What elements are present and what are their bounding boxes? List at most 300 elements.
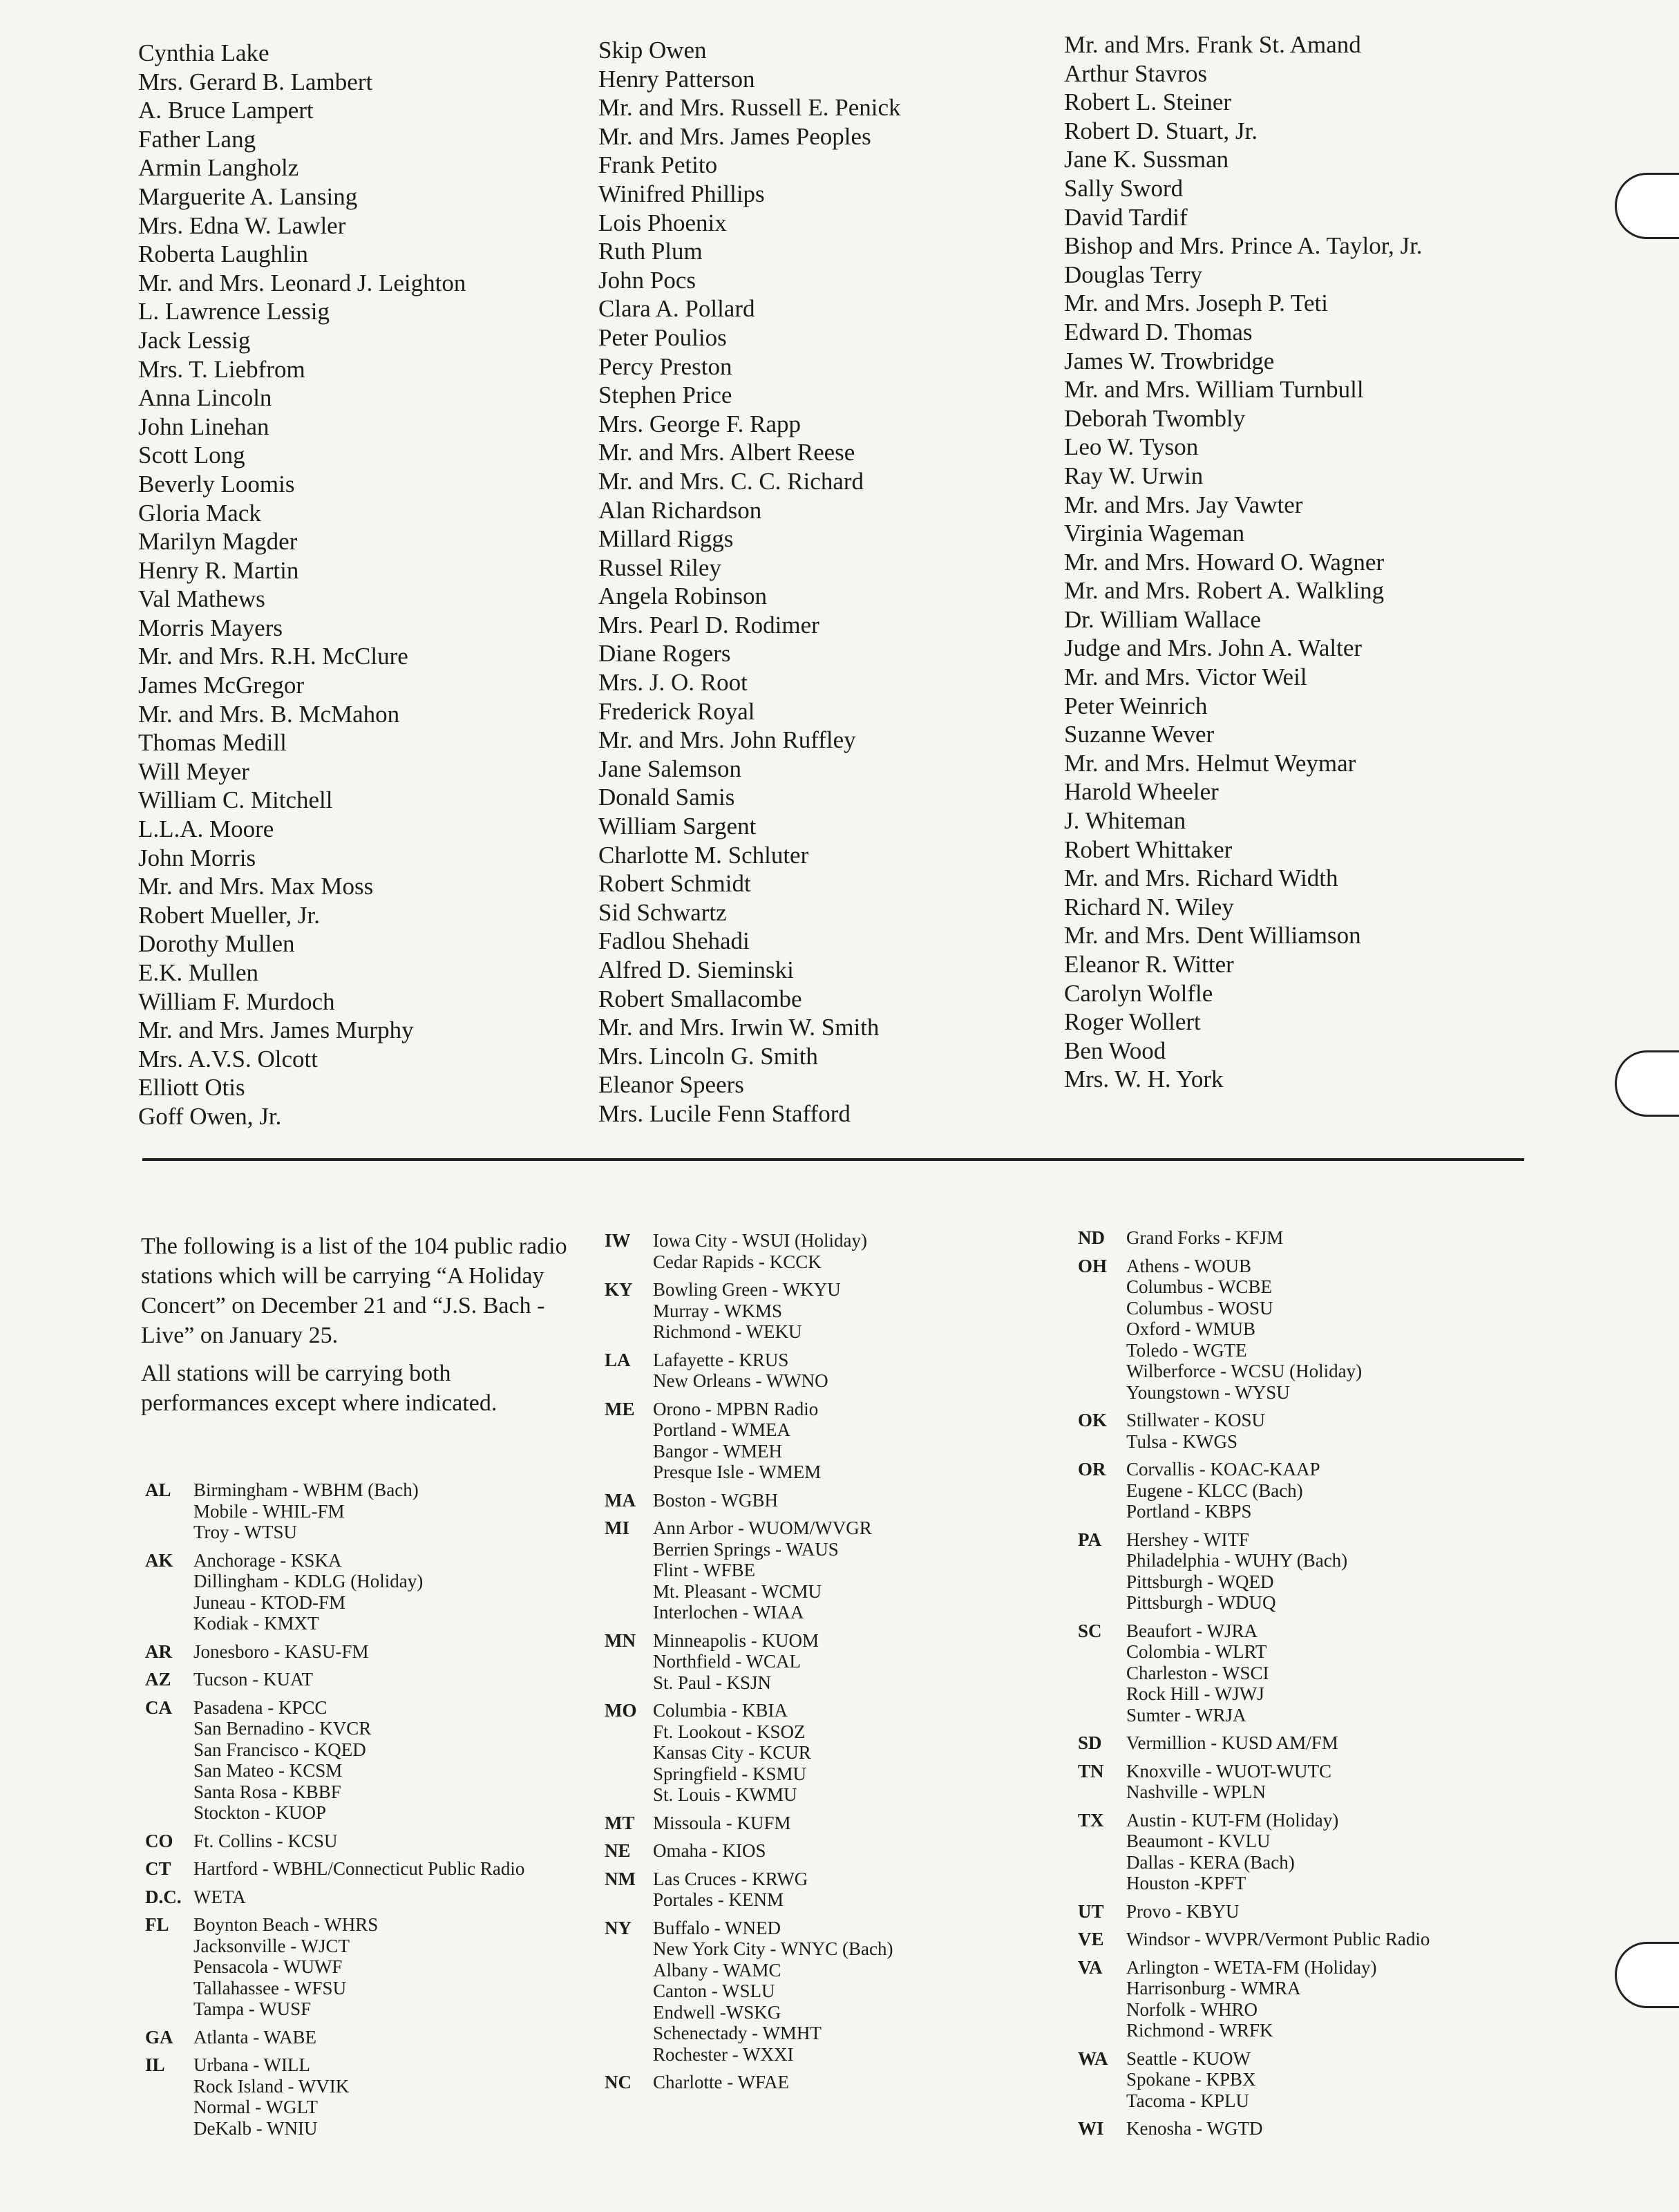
donor-name: Clara A. Pollard	[598, 295, 755, 323]
donor-name: Alfred D. Sieminski	[598, 956, 794, 983]
donor-name: Peter Weinrich	[1064, 692, 1208, 719]
station-entry: Toledo - WGTE	[1126, 1339, 1247, 1361]
station-entry: Tucson - KUAT	[193, 1669, 314, 1690]
state-station-group	[1078, 1901, 1575, 1922]
state-station-group	[605, 1518, 1102, 1623]
state-code: OK	[1078, 1410, 1108, 1430]
station-entry: San Mateo - KCSM	[193, 1760, 343, 1781]
donor-name: William Sargent	[598, 813, 757, 840]
station-entry: Knoxville - WUOT-WUTC	[1126, 1760, 1331, 1781]
station-entry: Tallahassee - WFSU	[193, 1977, 347, 1998]
state-station-group	[1078, 2118, 1575, 2139]
donor-name: Mr. and Mrs. James Murphy	[138, 1017, 414, 1044]
donor-name: John Linehan	[138, 413, 269, 440]
station-entry: Hartford - WBHL/Connecticut Public Radio	[193, 1858, 525, 1879]
donor-name: L.L.A. Moore	[138, 815, 274, 843]
donor-name: Cynthia Lake	[138, 39, 269, 66]
station-entry: Orono - MPBN Radio	[653, 1398, 819, 1419]
donor-name: Val Mathews	[138, 585, 265, 613]
donor-name: Frederick Royal	[598, 697, 755, 725]
state-code: SD	[1078, 1732, 1102, 1753]
station-entry: Tulsa - KWGS	[1126, 1430, 1238, 1452]
donor-name: Mr. and Mrs. James Peoples	[598, 122, 871, 150]
station-entry: Flint - WFBE	[653, 1560, 756, 1580]
station-entry: Cedar Rapids - KCCK	[653, 1251, 822, 1272]
donor-name: Gloria Mack	[138, 499, 261, 527]
donor-name: Ray W. Urwin	[1064, 462, 1204, 489]
donor-name: Jane Salemson	[598, 755, 742, 782]
donor-name: Mr. and Mrs. William Turnbull	[1064, 376, 1364, 404]
station-entry: Endwell -WSKG	[653, 2001, 781, 2023]
station-entry: DeKalb - WNIU	[193, 2117, 318, 2139]
station-entry: Jacksonville - WJCT	[193, 1935, 350, 1956]
donor-name: Eleanor Speers	[598, 1071, 744, 1099]
binder-hole	[1615, 1050, 1679, 1117]
donor-name: Leo W. Tyson	[1064, 433, 1199, 461]
station-entry: Springfield - KSMU	[653, 1763, 806, 1784]
donor-name: Frank Petito	[598, 151, 718, 179]
section-divider	[142, 1158, 1524, 1161]
station-entry: Rochester - WXXI	[653, 2043, 794, 2065]
donor-name: Mr. and Mrs. Victor Weil	[1064, 663, 1307, 691]
state-station-group	[605, 1279, 1102, 1343]
donor-name: Millard Riggs	[598, 525, 734, 553]
donor-name: Mrs. A.V.S. Olcott	[138, 1045, 318, 1072]
state-code: CT	[145, 1858, 171, 1879]
donor-name: Mrs. George F. Rapp	[598, 410, 801, 437]
state-code: AZ	[145, 1669, 171, 1690]
station-entry: Charlotte - WFAE	[653, 2072, 789, 2092]
state-station-group	[1078, 1761, 1575, 1803]
station-entry: Spokane - KPBX	[1126, 2069, 1256, 2090]
donor-name: Mr. and Mrs. C. C. Richard	[598, 467, 864, 495]
station-entry: Northfield - WCAL	[653, 1651, 801, 1672]
state-station-group	[145, 1480, 643, 1543]
station-entry: Kenosha - WGTD	[1126, 2118, 1263, 2139]
donor-name: Edward D. Thomas	[1064, 318, 1253, 346]
donor-name: Fadlou Shehadi	[598, 927, 750, 955]
state-code: FL	[145, 1914, 169, 1935]
station-column-1	[145, 1480, 643, 2146]
donor-name: Roger Wollert	[1064, 1008, 1201, 1036]
station-entry: Portales - KENM	[653, 1889, 784, 1910]
state-station-group	[605, 1869, 1102, 1911]
state-station-group	[145, 1641, 643, 1663]
donor-name: Richard N. Wiley	[1064, 893, 1234, 920]
donor-name: Mr. and Mrs. Howard O. Wagner	[1064, 548, 1385, 576]
station-entry: Missoula - KUFM	[653, 1812, 791, 1833]
donor-name: Mr. and Mrs. Joseph P. Teti	[1064, 290, 1328, 317]
state-station-group	[605, 1700, 1102, 1806]
donor-name: Thomas Medill	[138, 729, 287, 757]
station-column-3	[1078, 1227, 1575, 2146]
station-entry: Lafayette - KRUS	[653, 1349, 789, 1370]
state-code: LA	[605, 1349, 631, 1370]
state-station-group	[145, 1669, 643, 1690]
station-entry: Vermillion - KUSD AM/FM	[1126, 1732, 1338, 1753]
donor-name: Alan Richardson	[598, 496, 762, 524]
station-entry: Charleston - WSCI	[1126, 1662, 1269, 1683]
donor-name: Robert Mueller, Jr.	[138, 901, 320, 929]
donor-name: Ruth Plum	[598, 238, 703, 265]
station-entry: Boston - WGBH	[653, 1489, 779, 1511]
donor-name: Mr. and Mrs. Leonard J. Leighton	[138, 269, 466, 296]
state-station-group	[1078, 1929, 1575, 1950]
donor-name: Skip Owen	[598, 37, 707, 64]
station-entry: Austin - KUT-FM (Holiday)	[1126, 1809, 1339, 1831]
state-code: KY	[605, 1279, 633, 1300]
binder-hole	[1615, 173, 1679, 239]
donor-column-1	[138, 39, 466, 1131]
station-entry: Tacoma - KPLU	[1126, 2090, 1250, 2111]
state-code: SC	[1078, 1620, 1102, 1641]
donor-name: Mr. and Mrs. B. McMahon	[138, 700, 400, 728]
state-code: MI	[605, 1518, 629, 1538]
donor-name: Mr. and Mrs. R.H. McClure	[138, 643, 408, 670]
station-entry: Tampa - WUSF	[193, 1998, 312, 2019]
station-entry: Kansas City - KCUR	[653, 1742, 811, 1763]
station-entry: San Francisco - KQED	[193, 1739, 366, 1760]
station-entry: Omaha - KIOS	[653, 1840, 766, 1861]
donor-name: William C. Mitchell	[138, 786, 333, 814]
station-entry: St. Louis - KWMU	[653, 1784, 797, 1805]
station-entry: Minneapolis - KUOM	[653, 1629, 819, 1651]
donor-name: L. Lawrence Lessig	[138, 298, 330, 325]
donor-name: James W. Trowbridge	[1064, 347, 1275, 375]
donor-name: Mr. and Mrs. Frank St. Amand	[1064, 31, 1361, 58]
station-entry: Albany - WAMC	[653, 1959, 781, 1981]
state-station-group	[605, 1399, 1102, 1483]
station-entry: Mt. Pleasant - WCMU	[653, 1580, 822, 1602]
station-entry: Schenectady - WMHT	[653, 2023, 822, 2043]
donor-name: Arthur Stavros	[1064, 59, 1208, 87]
donor-name: Marilyn Magder	[138, 528, 298, 556]
donor-name: Beverly Loomis	[138, 470, 295, 498]
donor-name: Scott Long	[138, 442, 245, 469]
donor-name: Mr. and Mrs. Irwin W. Smith	[598, 1014, 880, 1041]
donor-name: Mr. and Mrs. Jay Vawter	[1064, 491, 1303, 518]
station-entry: Ann Arbor - WUOM/WVGR	[653, 1518, 872, 1538]
station-entry: Mobile - WHIL-FM	[193, 1500, 345, 1522]
state-code: AL	[145, 1480, 171, 1500]
state-code: CO	[145, 1830, 173, 1851]
donor-name: Bishop and Mrs. Prince A. Taylor, Jr.	[1064, 232, 1423, 260]
state-station-group	[1078, 1459, 1575, 1522]
station-entry: Stockton - KUOP	[193, 1802, 327, 1823]
donor-name: Carolyn Wolfle	[1064, 979, 1213, 1007]
station-entry: Youngstown - WYSU	[1126, 1381, 1290, 1403]
state-station-group	[145, 2054, 643, 2139]
state-station-group	[605, 1813, 1102, 1834]
donor-name: Mrs. W. H. York	[1064, 1066, 1224, 1093]
state-station-group	[605, 1840, 1102, 1862]
state-station-group	[1078, 2048, 1575, 2112]
state-station-group	[145, 1831, 643, 1852]
station-entry: Pittsburgh - WDUQ	[1126, 1592, 1276, 1613]
donor-name: Winifred Phillips	[598, 180, 765, 207]
donor-name: Henry R. Martin	[138, 556, 299, 584]
binder-hole	[1615, 1942, 1679, 2008]
donor-name: William F. Murdoch	[138, 987, 335, 1015]
donor-name: Mrs. J. O. Root	[598, 669, 748, 697]
state-code: WA	[1078, 2048, 1108, 2069]
station-entry: Eugene - KLCC (Bach)	[1126, 1480, 1303, 1501]
station-entry: Presque Isle - WMEM	[653, 1462, 822, 1482]
station-column-2	[605, 1230, 1102, 2100]
station-entry: Las Cruces - KRWG	[653, 1868, 808, 1889]
state-code: UT	[1078, 1900, 1104, 1922]
station-entry: Anchorage - KSKA	[193, 1549, 342, 1571]
station-entry: Columbus - WOSU	[1126, 1297, 1273, 1318]
station-entry: Wilberforce - WCSU (Holiday)	[1126, 1361, 1363, 1381]
donor-name: Will Meyer	[138, 757, 249, 785]
donor-name: Russel Riley	[598, 554, 721, 581]
station-entry: Dallas - KERA (Bach)	[1126, 1851, 1295, 1873]
state-code: NC	[605, 2072, 632, 2092]
station-entry: Portland - KBPS	[1126, 1501, 1252, 1522]
state-code: VA	[1078, 1956, 1103, 1978]
station-entry: Dillingham - KDLG (Holiday)	[193, 1571, 424, 1591]
station-entry: Pittsburgh - WQED	[1126, 1571, 1274, 1592]
donor-name: Sid Schwartz	[598, 898, 727, 926]
station-entry: Santa Rosa - KBBF	[193, 1781, 341, 1802]
station-entry: Juneau - KTOD-FM	[193, 1591, 345, 1613]
station-entry: Rock Island - WVIK	[193, 2075, 350, 2097]
donor-name: Robert Whittaker	[1064, 835, 1233, 863]
donor-name: J. Whiteman	[1064, 807, 1186, 835]
state-station-group	[1078, 1227, 1575, 1249]
station-entry: Ft. Lookout - KSOZ	[653, 1721, 806, 1742]
donor-name: Douglas Terry	[1064, 261, 1203, 288]
donor-name: Ben Wood	[1064, 1037, 1166, 1064]
station-entry: Windsor - WVPR/Vermont Public Radio	[1126, 1929, 1430, 1949]
donor-name: Anna Lincoln	[138, 384, 272, 412]
intro-note: All stations will be carrying both performances except where indicated.	[141, 1361, 497, 1416]
station-entry: Arlington - WETA-FM (Holiday)	[1126, 1956, 1377, 1978]
state-station-group	[605, 1230, 1102, 1272]
station-entry: Jonesboro - KASU-FM	[193, 1641, 369, 1662]
state-code: TN	[1078, 1760, 1104, 1781]
donor-name: E.K. Mullen	[138, 959, 259, 986]
station-entry: Beaumont - KVLU	[1126, 1831, 1271, 1851]
station-entry: Beaufort - WJRA	[1126, 1620, 1258, 1641]
station-entry: Ft. Collins - KCSU	[193, 1830, 338, 1851]
state-code: MA	[605, 1489, 636, 1511]
donor-name: Virginia Wageman	[1064, 520, 1245, 547]
state-station-group	[605, 1490, 1102, 1511]
state-station-group	[605, 1350, 1102, 1392]
donor-name: Roberta Laughlin	[138, 240, 308, 268]
station-entry: Colombia - WLRT	[1126, 1641, 1267, 1662]
donor-name: Eleanor R. Witter	[1064, 951, 1234, 978]
station-entry: Provo - KBYU	[1126, 1900, 1240, 1922]
donor-name: Charlotte M. Schluter	[598, 841, 809, 869]
station-entry: St. Paul - KSJN	[653, 1672, 772, 1693]
station-entry: New Orleans - WWNO	[653, 1370, 828, 1391]
station-entry: San Bernadino - KVCR	[193, 1718, 372, 1739]
state-code: GA	[145, 2026, 173, 2048]
donor-name: John Morris	[138, 844, 256, 871]
station-entry: Grand Forks - KFJM	[1126, 1227, 1284, 1248]
station-entry: Bangor - WMEH	[653, 1440, 782, 1462]
state-code: NM	[605, 1868, 636, 1889]
donor-name: Lois Phoenix	[598, 209, 727, 236]
donor-name: Mr. and Mrs. Robert A. Walkling	[1064, 577, 1385, 605]
state-station-group	[1078, 1256, 1575, 1403]
station-entry: Nashville - WPLN	[1126, 1781, 1266, 1802]
donor-name: Dorothy Mullen	[138, 930, 295, 958]
state-code: OR	[1078, 1459, 1106, 1480]
station-entry: Norfolk - WHRO	[1126, 1998, 1258, 2020]
station-entry: Kodiak - KMXT	[193, 1613, 319, 1634]
donor-name: David Tardif	[1064, 203, 1188, 231]
station-entry: Urbana - WILL	[193, 2054, 310, 2075]
state-code: NY	[605, 1917, 632, 1938]
donor-name: Morris Mayers	[138, 614, 283, 641]
donor-name: Diane Rogers	[598, 640, 731, 668]
state-station-group	[1078, 1620, 1575, 1726]
station-entry: Houston -KPFT	[1126, 1873, 1246, 1893]
donor-name: Armin Langholz	[138, 154, 299, 182]
station-entry: Troy - WTSU	[193, 1522, 298, 1542]
station-entry: Rock Hill - WJWJ	[1126, 1683, 1264, 1704]
donor-name: Marguerite A. Lansing	[138, 182, 358, 210]
state-station-group	[1078, 1957, 1575, 2041]
station-entry: Pensacola - WUWF	[193, 1956, 343, 1977]
donor-name: Deborah Twombly	[1064, 404, 1246, 432]
state-code: ND	[1078, 1227, 1105, 1248]
station-entry: Athens - WOUB	[1126, 1255, 1251, 1276]
donor-name: Jack Lessig	[138, 326, 251, 354]
station-entry: Atlanta - WABE	[193, 2026, 316, 2048]
donor-name: Goff Owen, Jr.	[138, 1102, 282, 1130]
state-station-group	[145, 1550, 643, 1634]
state-code: TX	[1078, 1809, 1104, 1831]
station-list-intro	[141, 1231, 569, 1426]
donor-name: James McGregor	[138, 672, 305, 699]
station-entry: Harrisonburg - WMRA	[1126, 1978, 1301, 1998]
station-entry: Buffalo - WNED	[653, 1917, 781, 1938]
state-station-group	[145, 1914, 643, 2020]
state-station-group	[145, 2027, 643, 2048]
state-code: IW	[605, 1230, 631, 1251]
donor-name: Dr. William Wallace	[1064, 605, 1262, 633]
station-entry: Birmingham - WBHM (Bach)	[193, 1480, 419, 1500]
donor-name: Elliott Otis	[138, 1074, 245, 1102]
donor-name: Suzanne Wever	[1064, 721, 1215, 748]
state-code: MT	[605, 1812, 635, 1833]
donor-name: Robert D. Stuart, Jr.	[1064, 117, 1258, 144]
donor-name: Mrs. Edna W. Lawler	[138, 211, 346, 239]
donor-name: Percy Preston	[598, 352, 732, 380]
state-station-group	[1078, 1732, 1575, 1754]
state-code: CA	[145, 1696, 172, 1718]
state-station-group	[605, 1918, 1102, 2066]
state-station-group	[605, 1630, 1102, 1694]
state-station-group	[1078, 1810, 1575, 1894]
station-entry: Bowling Green - WKYU	[653, 1279, 841, 1300]
state-code: MN	[605, 1629, 636, 1651]
station-entry: Canton - WSLU	[653, 1981, 775, 2001]
state-station-group	[145, 1697, 643, 1824]
station-entry: Seattle - KUOW	[1126, 2048, 1251, 2069]
station-entry: Normal - WGLT	[193, 2097, 318, 2117]
state-code: AK	[145, 1549, 173, 1571]
donor-name: Mr. and Mrs. Richard Width	[1064, 864, 1338, 892]
donor-name: John Pocs	[598, 266, 696, 294]
donor-name: Judge and Mrs. John A. Walter	[1064, 634, 1363, 662]
station-entry: Murray - WKMS	[653, 1300, 782, 1321]
station-entry: Corvallis - KOAC-KAAP	[1126, 1459, 1320, 1480]
donor-name: Peter Poulios	[598, 323, 727, 351]
station-entry: Philadelphia - WUHY (Bach)	[1126, 1550, 1348, 1571]
donor-column-3	[1064, 30, 1423, 1094]
state-code: MO	[605, 1700, 637, 1721]
station-entry: Richmond - WRFK	[1126, 2020, 1273, 2041]
donor-name: Mrs. Gerard B. Lambert	[138, 68, 373, 95]
donor-name: Robert Smallacombe	[598, 985, 802, 1012]
donor-name: Henry Patterson	[598, 65, 755, 93]
donor-name: Mr. and Mrs. John Ruffley	[598, 726, 856, 754]
donor-name: Mrs. Lucile Fenn Stafford	[598, 1099, 851, 1127]
station-entry: Columbus - WCBE	[1126, 1276, 1273, 1297]
donor-name: A. Bruce Lampert	[138, 97, 314, 124]
state-code: VE	[1078, 1929, 1104, 1949]
station-entry: WETA	[193, 1886, 246, 1907]
state-code: NE	[605, 1840, 631, 1861]
donor-name: Mr. and Mrs. Russell E. Penick	[598, 94, 901, 122]
donor-name: Mrs. Lincoln G. Smith	[598, 1042, 818, 1070]
state-code: PA	[1078, 1529, 1101, 1550]
station-entry: New York City - WNYC (Bach)	[653, 1938, 893, 1959]
donor-name: Mrs. T. Liebfrom	[138, 355, 305, 383]
donor-name: Sally Sword	[1064, 174, 1184, 202]
donor-name: Father Lang	[138, 125, 256, 153]
state-code: AR	[145, 1641, 172, 1662]
donor-name: Robert L. Steiner	[1064, 88, 1232, 116]
state-station-group	[145, 1858, 643, 1880]
station-entry: Pasadena - KPCC	[193, 1696, 328, 1718]
state-station-group	[145, 1887, 643, 1908]
state-station-group	[605, 2072, 1102, 2093]
donor-name: Mr. and Mrs. Helmut Weymar	[1064, 749, 1356, 777]
donor-name: Mr. and Mrs. Max Moss	[138, 873, 374, 900]
station-entry: Portland - WMEA	[653, 1419, 790, 1440]
donor-column-2	[598, 36, 900, 1128]
donor-name: Robert Schmidt	[598, 870, 751, 898]
donor-name: Harold Wheeler	[1064, 778, 1219, 806]
station-entry: Richmond - WEKU	[653, 1321, 802, 1342]
donor-name: Angela Robinson	[598, 583, 768, 610]
state-code: D.C.	[145, 1886, 182, 1907]
station-entry: Hershey - WITF	[1126, 1529, 1249, 1550]
state-station-group	[1078, 1410, 1575, 1452]
donor-name: Jane K. Sussman	[1064, 146, 1229, 173]
donor-name: Mr. and Mrs. Albert Reese	[598, 439, 855, 466]
station-entry: Interlochen - WIAA	[653, 1602, 804, 1623]
station-entry: Boynton Beach - WHRS	[193, 1914, 379, 1935]
donor-name: Mrs. Pearl D. Rodimer	[598, 611, 819, 639]
state-code: IL	[145, 2054, 165, 2075]
state-code: WI	[1078, 2118, 1104, 2139]
state-station-group	[1078, 1529, 1575, 1614]
station-entry: Columbia - KBIA	[653, 1700, 788, 1721]
station-entry: Sumter - WRJA	[1126, 1704, 1246, 1726]
state-code: ME	[605, 1398, 635, 1419]
station-entry: Berrien Springs - WAUS	[653, 1538, 839, 1560]
intro-paragraph: The following is a list of the 104 public radio stations which will be carrying “A Holiday Concert” on December 21 and “J.S. Bach - Live” on January 25.	[141, 1233, 567, 1348]
donor-name: Stephen Price	[598, 381, 732, 409]
